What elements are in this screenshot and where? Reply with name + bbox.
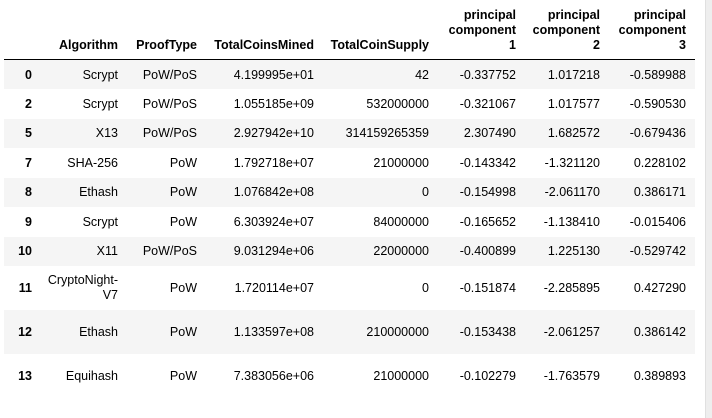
row-index: 5 [25,126,32,141]
cell-principal-component-1: 2.307490 [463,126,516,141]
cell-principal-component-3: -0.529742 [629,244,686,259]
cell-principal-component-3: -0.015406 [629,214,686,229]
cell-principal-component-1: -0.102279 [459,369,516,383]
cell-algorithm: CryptoNight-V7 [47,273,118,302]
cell-principal-component-2: 1.017218 [547,67,600,82]
window-edge [705,0,712,418]
cell-principal-component-2: -1.321120 [544,155,600,170]
cell-principal-component-3: -0.590530 [629,96,686,111]
index-header [4,8,41,60]
cell-principal-component-3: -0.679436 [629,126,686,141]
column-header-prooftype: ProofType [127,8,206,60]
cell-principal-component-2: -1.763579 [543,369,600,383]
cell-totalcoinsupply: 42 [415,67,429,82]
cell-totalcoinsupply: 0 [422,185,429,200]
cell-algorithm: Ethash [79,325,118,339]
table-row [4,354,695,398]
row-index: 8 [25,185,32,200]
table-row [4,89,695,119]
cell-principal-component-1: -0.143342 [459,155,516,170]
cell-principal-component-1: -0.151874 [459,281,516,295]
column-header-totalcoinsupply: TotalCoinSupply [323,8,438,60]
cell-totalcoinsmined: 1.133597e+08 [233,325,314,339]
table-row [4,237,695,267]
column-header-principal-component-1: principal component 1 [438,8,525,60]
row-index: 10 [18,244,32,259]
table-row [4,266,695,310]
dataframe-table [4,8,695,398]
table-row [4,60,695,90]
cell-principal-component-1: -0.165652 [459,214,516,229]
table-row [4,178,695,208]
row-index: 7 [25,155,32,170]
cell-prooftype: PoW/PoS [142,67,197,82]
dataframe-output [4,8,695,398]
cell-principal-component-2: -2.061170 [544,185,600,200]
column-header-totalcoinsmined: TotalCoinsMined [206,8,323,60]
cell-principal-component-2: 1.225130 [547,244,600,259]
cell-prooftype: PoW [169,214,197,229]
cell-totalcoinsupply: 532000000 [366,96,429,111]
row-index: 2 [25,96,32,111]
table-row [4,310,695,354]
cell-principal-component-2: -2.285895 [543,281,600,295]
cell-principal-component-3: 0.389893 [633,369,686,383]
cell-principal-component-3: 0.386142 [633,325,686,339]
cell-prooftype: PoW [169,281,197,295]
cell-prooftype: PoW/PoS [142,244,197,259]
cell-principal-component-3: 0.427290 [633,281,686,295]
column-header-principal-component-2: principal component 2 [525,8,609,60]
cell-totalcoinsupply: 210000000 [366,325,429,339]
table-row [4,207,695,237]
cell-algorithm: X11 [96,244,118,259]
row-index: 13 [18,369,32,383]
cell-principal-component-1: -0.154998 [459,185,516,200]
cell-prooftype: PoW/PoS [142,126,197,141]
cell-prooftype: PoW [169,325,197,339]
cell-totalcoinsmined: 6.303924e+07 [233,214,314,229]
cell-totalcoinsmined: 9.031294e+06 [233,244,314,259]
cell-principal-component-3: 0.228102 [633,155,686,170]
table-row [4,119,695,149]
cell-algorithm: Scrypt [82,214,118,229]
row-index: 12 [18,325,32,339]
cell-prooftype: PoW [169,155,197,170]
cell-totalcoinsupply: 0 [422,281,429,295]
cell-principal-component-2: -1.138410 [543,214,600,229]
cell-totalcoinsupply: 314159265359 [345,126,429,141]
cell-principal-component-1: -0.153438 [459,325,516,339]
cell-totalcoinsmined: 1.055185e+09 [233,96,314,111]
cell-totalcoinsmined: 1.792718e+07 [233,155,314,170]
cell-prooftype: PoW [169,185,197,200]
cell-totalcoinsupply: 21000000 [373,369,429,383]
cell-principal-component-1: -0.400899 [459,244,516,259]
cell-totalcoinsmined: 7.383056e+06 [233,369,314,383]
cell-principal-component-3: 0.386171 [633,185,686,200]
cell-algorithm: X13 [95,126,118,141]
column-header-algorithm: Algorithm [41,8,127,60]
cell-algorithm: Scrypt [82,96,118,111]
cell-principal-component-1: -0.337752 [459,67,516,82]
cell-principal-component-3: -0.589988 [629,67,686,82]
cell-totalcoinsupply: 22000000 [373,244,429,259]
column-header-principal-component-3: principal component 3 [609,8,695,60]
cell-algorithm: Scrypt [82,67,118,82]
table-row [4,148,695,178]
cell-principal-component-2: 1.682572 [547,126,600,141]
cell-totalcoinsmined: 1.076842e+08 [233,185,314,200]
cell-prooftype: PoW [169,369,197,383]
cell-totalcoinsmined: 1.720114e+07 [234,281,314,295]
cell-principal-component-1: -0.321067 [459,96,516,111]
cell-principal-component-2: 1.017577 [547,96,600,111]
cell-algorithm: Equihash [65,369,118,383]
cell-algorithm: Ethash [79,185,118,200]
cell-totalcoinsmined: 4.199995e+01 [233,67,314,82]
cell-algorithm: SHA-256 [67,155,118,170]
row-index: 0 [25,67,32,82]
row-index: 11 [18,281,32,295]
row-index: 9 [25,214,32,229]
cell-prooftype: PoW/PoS [142,96,197,111]
cell-principal-component-2: -2.061257 [543,325,600,339]
cell-totalcoinsupply: 21000000 [373,155,429,170]
cell-totalcoinsupply: 84000000 [373,214,429,229]
cell-totalcoinsmined: 2.927942e+10 [233,126,314,141]
header-row [4,8,695,60]
